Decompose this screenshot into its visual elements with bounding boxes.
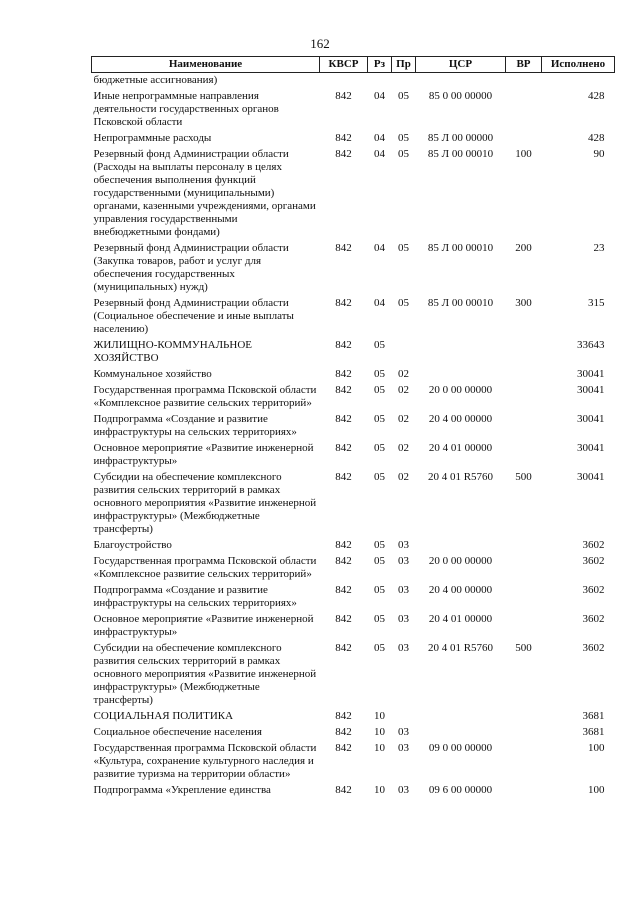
- row-csr: 20 4 01 00000: [428, 442, 493, 454]
- row-kvsr: 842: [335, 442, 352, 454]
- row-csr: 09 0 00 00000: [428, 742, 493, 754]
- row-amount: 90: [593, 148, 605, 160]
- row-name: Подпрограмма «Создание и развитие инфраструктуры на сельских территориях»: [93, 413, 297, 438]
- row-kvsr: 842: [335, 539, 352, 551]
- row-rz: 10: [374, 784, 385, 796]
- header-name: Наименование: [92, 57, 320, 73]
- table-row: [92, 296, 615, 338]
- row-vr: [506, 338, 542, 367]
- row-rz: 05: [374, 368, 385, 380]
- row-kvsr: 842: [335, 132, 352, 144]
- table-body: [92, 73, 615, 800]
- table-row: [92, 367, 615, 383]
- table-row: [92, 441, 615, 470]
- row-rz: 05: [374, 339, 385, 351]
- row-amount: 428: [588, 90, 605, 102]
- row-pr: 02: [398, 413, 409, 425]
- row-kvsr: 842: [335, 368, 352, 380]
- row-csr: [416, 709, 506, 725]
- row-pr: 03: [398, 555, 409, 567]
- row-kvsr: 842: [335, 642, 352, 654]
- row-name: Иные непрограммные направления деятельности государственных органов Псковской области: [93, 90, 279, 128]
- row-kvsr: [320, 73, 368, 90]
- row-pr: 03: [398, 613, 409, 625]
- row-rz: 10: [374, 710, 385, 722]
- row-rz: 05: [374, 471, 385, 483]
- row-vr: [506, 725, 542, 741]
- row-kvsr: 842: [335, 413, 352, 425]
- row-rz: 05: [374, 384, 385, 396]
- row-vr: [506, 73, 542, 90]
- row-vr: [506, 783, 542, 799]
- row-amount: 3602: [582, 613, 605, 625]
- row-name: Коммунальное хозяйство: [93, 368, 212, 380]
- row-amount: 30041: [577, 442, 605, 454]
- row-vr: [506, 583, 542, 612]
- row-pr: 03: [398, 742, 409, 754]
- row-vr: [506, 131, 542, 147]
- row-rz: [368, 73, 392, 90]
- row-rz: 05: [374, 539, 385, 551]
- table-row: [92, 89, 615, 131]
- row-csr: 85 Л 00 00000: [427, 132, 494, 144]
- row-name: Государственная программа Псковской области «Комплексное развитие сельских территорий»: [93, 384, 317, 409]
- row-kvsr: 842: [335, 384, 352, 396]
- row-name: Непрограммные расходы: [93, 132, 212, 144]
- row-kvsr: 842: [335, 297, 352, 309]
- row-csr: 20 4 00 00000: [428, 584, 493, 596]
- row-csr: [416, 338, 506, 367]
- row-rz: 04: [374, 242, 385, 254]
- header-amount: Исполнено: [542, 57, 615, 73]
- row-rz: 04: [374, 297, 385, 309]
- row-kvsr: 842: [335, 710, 352, 722]
- table-row: [92, 147, 615, 241]
- row-kvsr: 842: [335, 555, 352, 567]
- row-kvsr: 842: [335, 742, 352, 754]
- table-row: [92, 131, 615, 147]
- row-pr: 03: [398, 642, 409, 654]
- row-kvsr: 842: [335, 726, 352, 738]
- table-row: [92, 641, 615, 709]
- row-csr: [416, 367, 506, 383]
- row-rz: 05: [374, 413, 385, 425]
- row-amount: 30041: [577, 471, 605, 483]
- row-csr: 20 0 00 00000: [428, 384, 493, 396]
- row-rz: 10: [374, 742, 385, 754]
- header-rz: Рз: [368, 57, 392, 73]
- row-name: ЖИЛИЩНО-КОММУНАЛЬНОЕ ХОЗЯЙСТВО: [93, 339, 252, 364]
- row-csr: [416, 725, 506, 741]
- table-row: [92, 73, 615, 90]
- row-vr: [506, 383, 542, 412]
- table-row: [92, 783, 615, 799]
- row-csr: 20 4 01 R5760: [427, 471, 494, 483]
- row-pr: [392, 338, 416, 367]
- row-vr: 500: [515, 471, 532, 483]
- row-amount: 3681: [582, 710, 605, 722]
- row-amount: 100: [588, 784, 605, 796]
- row-rz: 05: [374, 442, 385, 454]
- row-rz: 05: [374, 642, 385, 654]
- row-kvsr: 842: [335, 242, 352, 254]
- row-kvsr: 842: [335, 784, 352, 796]
- header-csr: ЦСР: [416, 57, 506, 73]
- row-vr: 100: [515, 148, 532, 160]
- row-rz: 04: [374, 90, 385, 102]
- row-kvsr: 842: [335, 148, 352, 160]
- header-vr: ВР: [506, 57, 542, 73]
- row-pr: 05: [398, 242, 409, 254]
- table-row: [92, 241, 615, 296]
- row-pr: 03: [398, 784, 409, 796]
- row-csr: 20 0 00 00000: [428, 555, 493, 567]
- row-amount: [542, 73, 615, 90]
- row-pr: 02: [398, 368, 409, 380]
- row-pr: 03: [398, 584, 409, 596]
- row-vr: [506, 367, 542, 383]
- table-header: [92, 57, 615, 73]
- row-name: Основное мероприятие «Развитие инженерной инфраструктуры»: [93, 613, 314, 638]
- row-name: Благоустройство: [93, 539, 172, 551]
- row-csr: 85 Л 00 00010: [427, 242, 494, 254]
- row-csr: 20 4 01 R5760: [427, 642, 494, 654]
- row-name: Субсидии на обеспечение комплексного развития сельских территорий в рамках основного мероприятия «Развитие инженерной инфраструктуры» (Межбюджетные трансферты): [93, 642, 317, 706]
- row-kvsr: 842: [335, 339, 352, 351]
- row-amount: 30041: [577, 384, 605, 396]
- row-name: Резервный фонд Администрации области (Закупка товаров, работ и услуг для обеспечения государственных (муниципальных) нужд): [93, 242, 289, 293]
- row-rz: 05: [374, 584, 385, 596]
- row-kvsr: 842: [335, 613, 352, 625]
- row-name: Субсидии на обеспечение комплексного развития сельских территорий в рамках основного мероприятия «Развитие инженерной инфраструктуры» (Межбюджетные трансферты): [93, 471, 317, 535]
- row-kvsr: 842: [335, 90, 352, 102]
- row-name: Государственная программа Псковской области «Комплексное развитие сельских территорий»: [93, 555, 317, 580]
- row-amount: 3681: [582, 726, 605, 738]
- row-vr: [506, 554, 542, 583]
- row-rz: 04: [374, 132, 385, 144]
- table-row: [92, 383, 615, 412]
- row-name: Подпрограмма «Создание и развитие инфраструктуры на сельских территориях»: [93, 584, 297, 609]
- row-vr: 300: [515, 297, 532, 309]
- row-pr: 05: [398, 132, 409, 144]
- row-pr: 05: [398, 297, 409, 309]
- row-pr: 03: [398, 726, 409, 738]
- row-csr: [416, 73, 506, 90]
- row-amount: 428: [588, 132, 605, 144]
- row-amount: 100: [588, 742, 605, 754]
- row-vr: [506, 441, 542, 470]
- table-row: [92, 412, 615, 441]
- row-amount: 30041: [577, 368, 605, 380]
- row-vr: [506, 741, 542, 783]
- row-pr: 05: [398, 90, 409, 102]
- table-row: [92, 583, 615, 612]
- row-csr: [416, 538, 506, 554]
- row-pr: [392, 73, 416, 90]
- row-name: Резервный фонд Администрации области (Расходы на выплаты персоналу в целях обеспечения выполнения функций государственными (муниципальными) органами, казенными учреждениями, органами управления государственными внебюджетными фондами): [93, 148, 316, 238]
- row-amount: 3602: [582, 642, 605, 654]
- row-amount: 3602: [582, 584, 605, 596]
- row-csr: 09 6 00 00000: [428, 784, 493, 796]
- header-kvsr: КВСР: [320, 57, 368, 73]
- row-kvsr: 842: [335, 471, 352, 483]
- row-csr: 85 Л 00 00010: [427, 297, 494, 309]
- table-row: [92, 612, 615, 641]
- row-csr: 85 0 00 00000: [428, 90, 493, 102]
- row-amount: 3602: [582, 539, 605, 551]
- row-csr: 20 4 01 00000: [428, 613, 493, 625]
- row-vr: [506, 89, 542, 131]
- row-vr: 500: [515, 642, 532, 654]
- row-name: Подпрограмма «Укрепление единства: [93, 784, 271, 796]
- row-pr: 02: [398, 442, 409, 454]
- row-amount: 30041: [577, 413, 605, 425]
- row-vr: [506, 709, 542, 725]
- row-name: бюджетные ассигнования): [93, 74, 218, 86]
- row-rz: 05: [374, 555, 385, 567]
- table-row: [92, 741, 615, 783]
- table-row: [92, 538, 615, 554]
- row-csr: 85 Л 00 00010: [427, 148, 494, 160]
- header-pr: Пр: [392, 57, 416, 73]
- row-name: Резервный фонд Администрации области (Социальное обеспечение и иные выплаты населению): [93, 297, 294, 335]
- row-vr: [506, 538, 542, 554]
- row-pr: 02: [398, 384, 409, 396]
- row-pr: 05: [398, 148, 409, 160]
- row-vr: [506, 412, 542, 441]
- row-amount: 33643: [577, 339, 605, 351]
- row-rz: 04: [374, 148, 385, 160]
- row-vr: [506, 612, 542, 641]
- row-csr: 20 4 00 00000: [428, 413, 493, 425]
- budget-table: [91, 56, 615, 799]
- table-row: [92, 709, 615, 725]
- row-pr: 02: [398, 471, 409, 483]
- row-rz: 05: [374, 613, 385, 625]
- row-amount: 23: [593, 242, 605, 254]
- page-number: 162: [310, 36, 330, 51]
- row-name: Государственная программа Псковской области «Культура, сохранение культурного наследия и развитие туризма на территории области»: [93, 742, 317, 780]
- row-rz: 10: [374, 726, 385, 738]
- row-kvsr: 842: [335, 584, 352, 596]
- row-vr: 200: [515, 242, 532, 254]
- row-pr: 03: [398, 539, 409, 551]
- table-row: [92, 725, 615, 741]
- row-name: Основное мероприятие «Развитие инженерной инфраструктуры»: [93, 442, 314, 467]
- row-amount: 3602: [582, 555, 605, 567]
- table-row: [92, 554, 615, 583]
- row-name: Социальное обеспечение населения: [93, 726, 262, 738]
- table-row: [92, 338, 615, 367]
- row-name: СОЦИАЛЬНАЯ ПОЛИТИКА: [93, 710, 234, 722]
- table-row: [92, 470, 615, 538]
- row-pr: [392, 709, 416, 725]
- row-amount: 315: [588, 297, 605, 309]
